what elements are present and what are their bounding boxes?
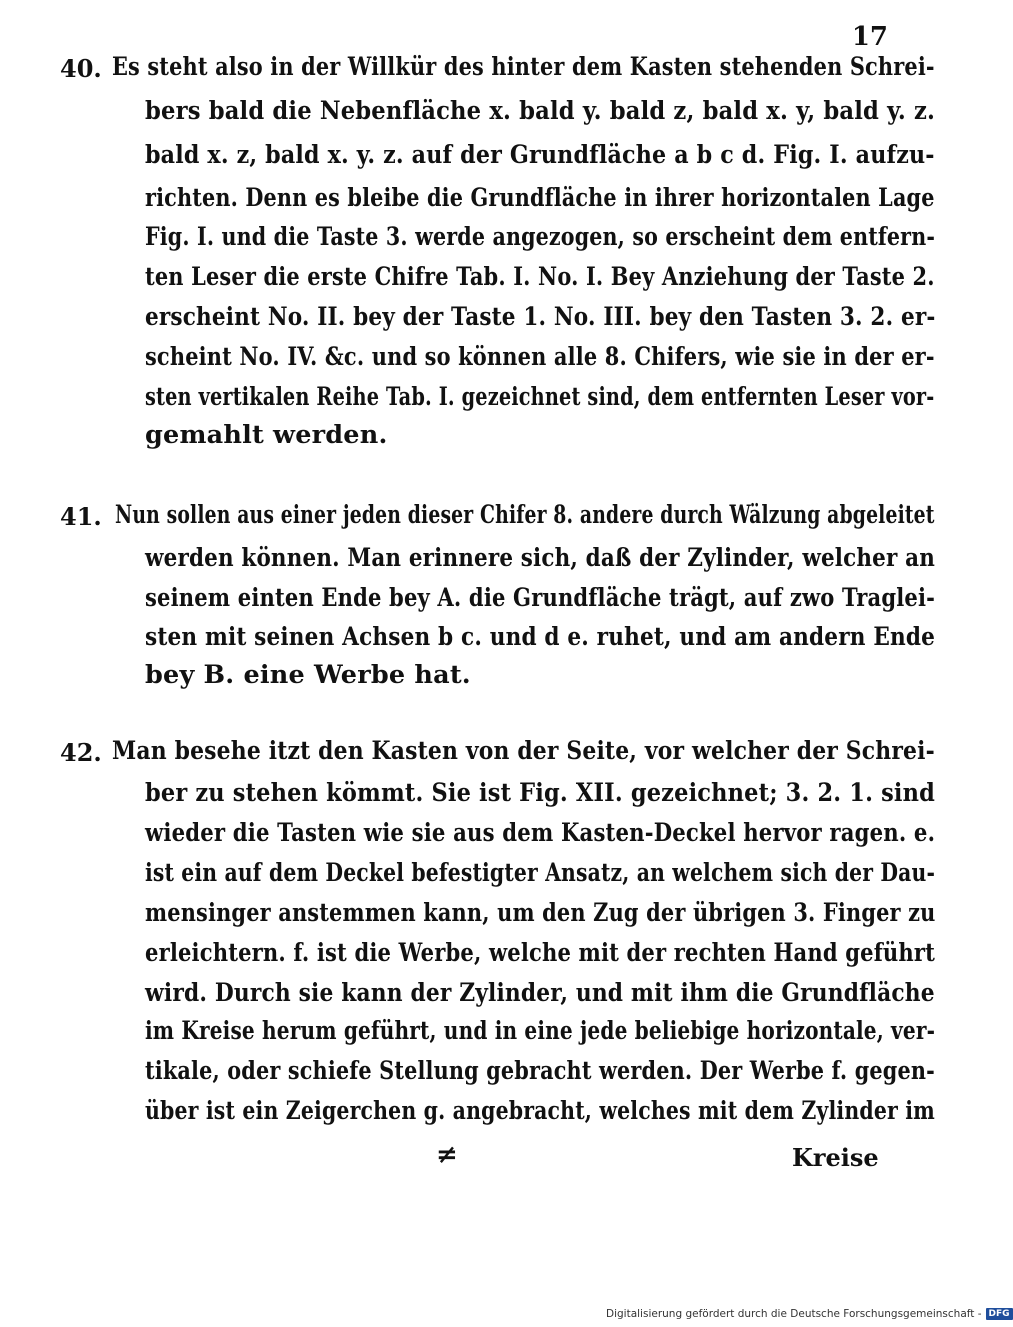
text-line: sten vertikalen Reihe Tab. I. gezeichnet sind, dem entfernten Leser vor- (145, 382, 935, 412)
catchword: Kreise (792, 1143, 879, 1172)
paragraph-number: 41. (60, 502, 102, 531)
footer-credit (606, 1308, 1013, 1320)
text-line: sten mit seinen Achsen b c. und d e. ruhet, und am andern Ende (145, 622, 936, 652)
text-line: Nun sollen aus einer jeden dieser Chifer 8. andere durch Wälzung abgeleitet (115, 500, 935, 530)
page-number: 17 (851, 22, 888, 52)
signature-mark: ≠ (436, 1140, 458, 1170)
text-line: seinem einten Ende bey A. die Grundfläche trägt, auf zwo Traglei- (145, 583, 936, 613)
text-line: wird. Durch sie kann der Zylinder, und mit ihm die Grundfläche (145, 978, 935, 1008)
dfg-logo: DFG (986, 1308, 1013, 1320)
text-line: erleichtern. f. ist die Werbe, welche mit der rechten Hand geführt (145, 938, 936, 968)
text-line: ber zu stehen kömmt. Sie ist Fig. XII. gezeichnet; 3. 2. 1. sind (145, 778, 936, 808)
text-line: mensinger anstemmen kann, um den Zug der übrigen 3. Finger zu (145, 898, 936, 928)
text-line: tikale, oder schiefe Stellung gebracht werden. Der Werbe f. gegen- (145, 1056, 935, 1086)
text-line: ten Leser die erste Chifre Tab. I. No. I. Bey Anziehung der Taste 2. (145, 262, 935, 292)
text-line: ist ein auf dem Deckel befestigter Ansatz, an welchem sich der Dau- (145, 858, 936, 888)
text-line: scheint No. IV. &c. und so können alle 8. Chifers, wie sie in der er- (145, 342, 935, 372)
text-line: werden können. Man erinnere sich, daß der Zylinder, welcher an (145, 543, 935, 573)
footer-text: Digitalisierung gefördert durch die Deutsche Forschungsgemeinschaft - (606, 1308, 982, 1320)
text-line: wieder die Tasten wie sie aus dem Kasten-Deckel hervor ragen. e. (145, 818, 936, 848)
text-line: Es steht also in der Willkür des hinter dem Kasten stehenden Schrei- (112, 52, 935, 82)
text-line: erscheint No. II. bey der Taste 1. No. III. bey den Tasten 3. 2. er- (145, 302, 936, 332)
text-line: bald x. z, bald x. y. z. auf der Grundfläche a b c d. Fig. I. aufzu- (145, 140, 935, 170)
text-line: bers bald die Nebenfläche x. bald y. bald z, bald x. y, bald y. z. (145, 96, 936, 126)
paragraph-number: 40. (60, 54, 102, 83)
paragraph-number: 42. (60, 738, 102, 767)
text-line: gemahlt werden. (145, 420, 388, 450)
text-line: Fig. I. und die Taste 3. werde angezogen, so erscheint dem entfern- (145, 222, 936, 252)
text-line: Man besehe itzt den Kasten von der Seite, vor welcher der Schrei- (112, 736, 935, 766)
text-line: richten. Denn es bleibe die Grundfläche in ihrer horizontalen Lage (145, 183, 935, 213)
text-line: im Kreise herum geführt, und in eine jede beliebige horizontale, ver- (145, 1016, 936, 1046)
text-line: bey B. eine Werbe hat. (145, 660, 471, 690)
text-line: über ist ein Zeigerchen g. angebracht, welches mit dem Zylinder im (145, 1096, 935, 1126)
